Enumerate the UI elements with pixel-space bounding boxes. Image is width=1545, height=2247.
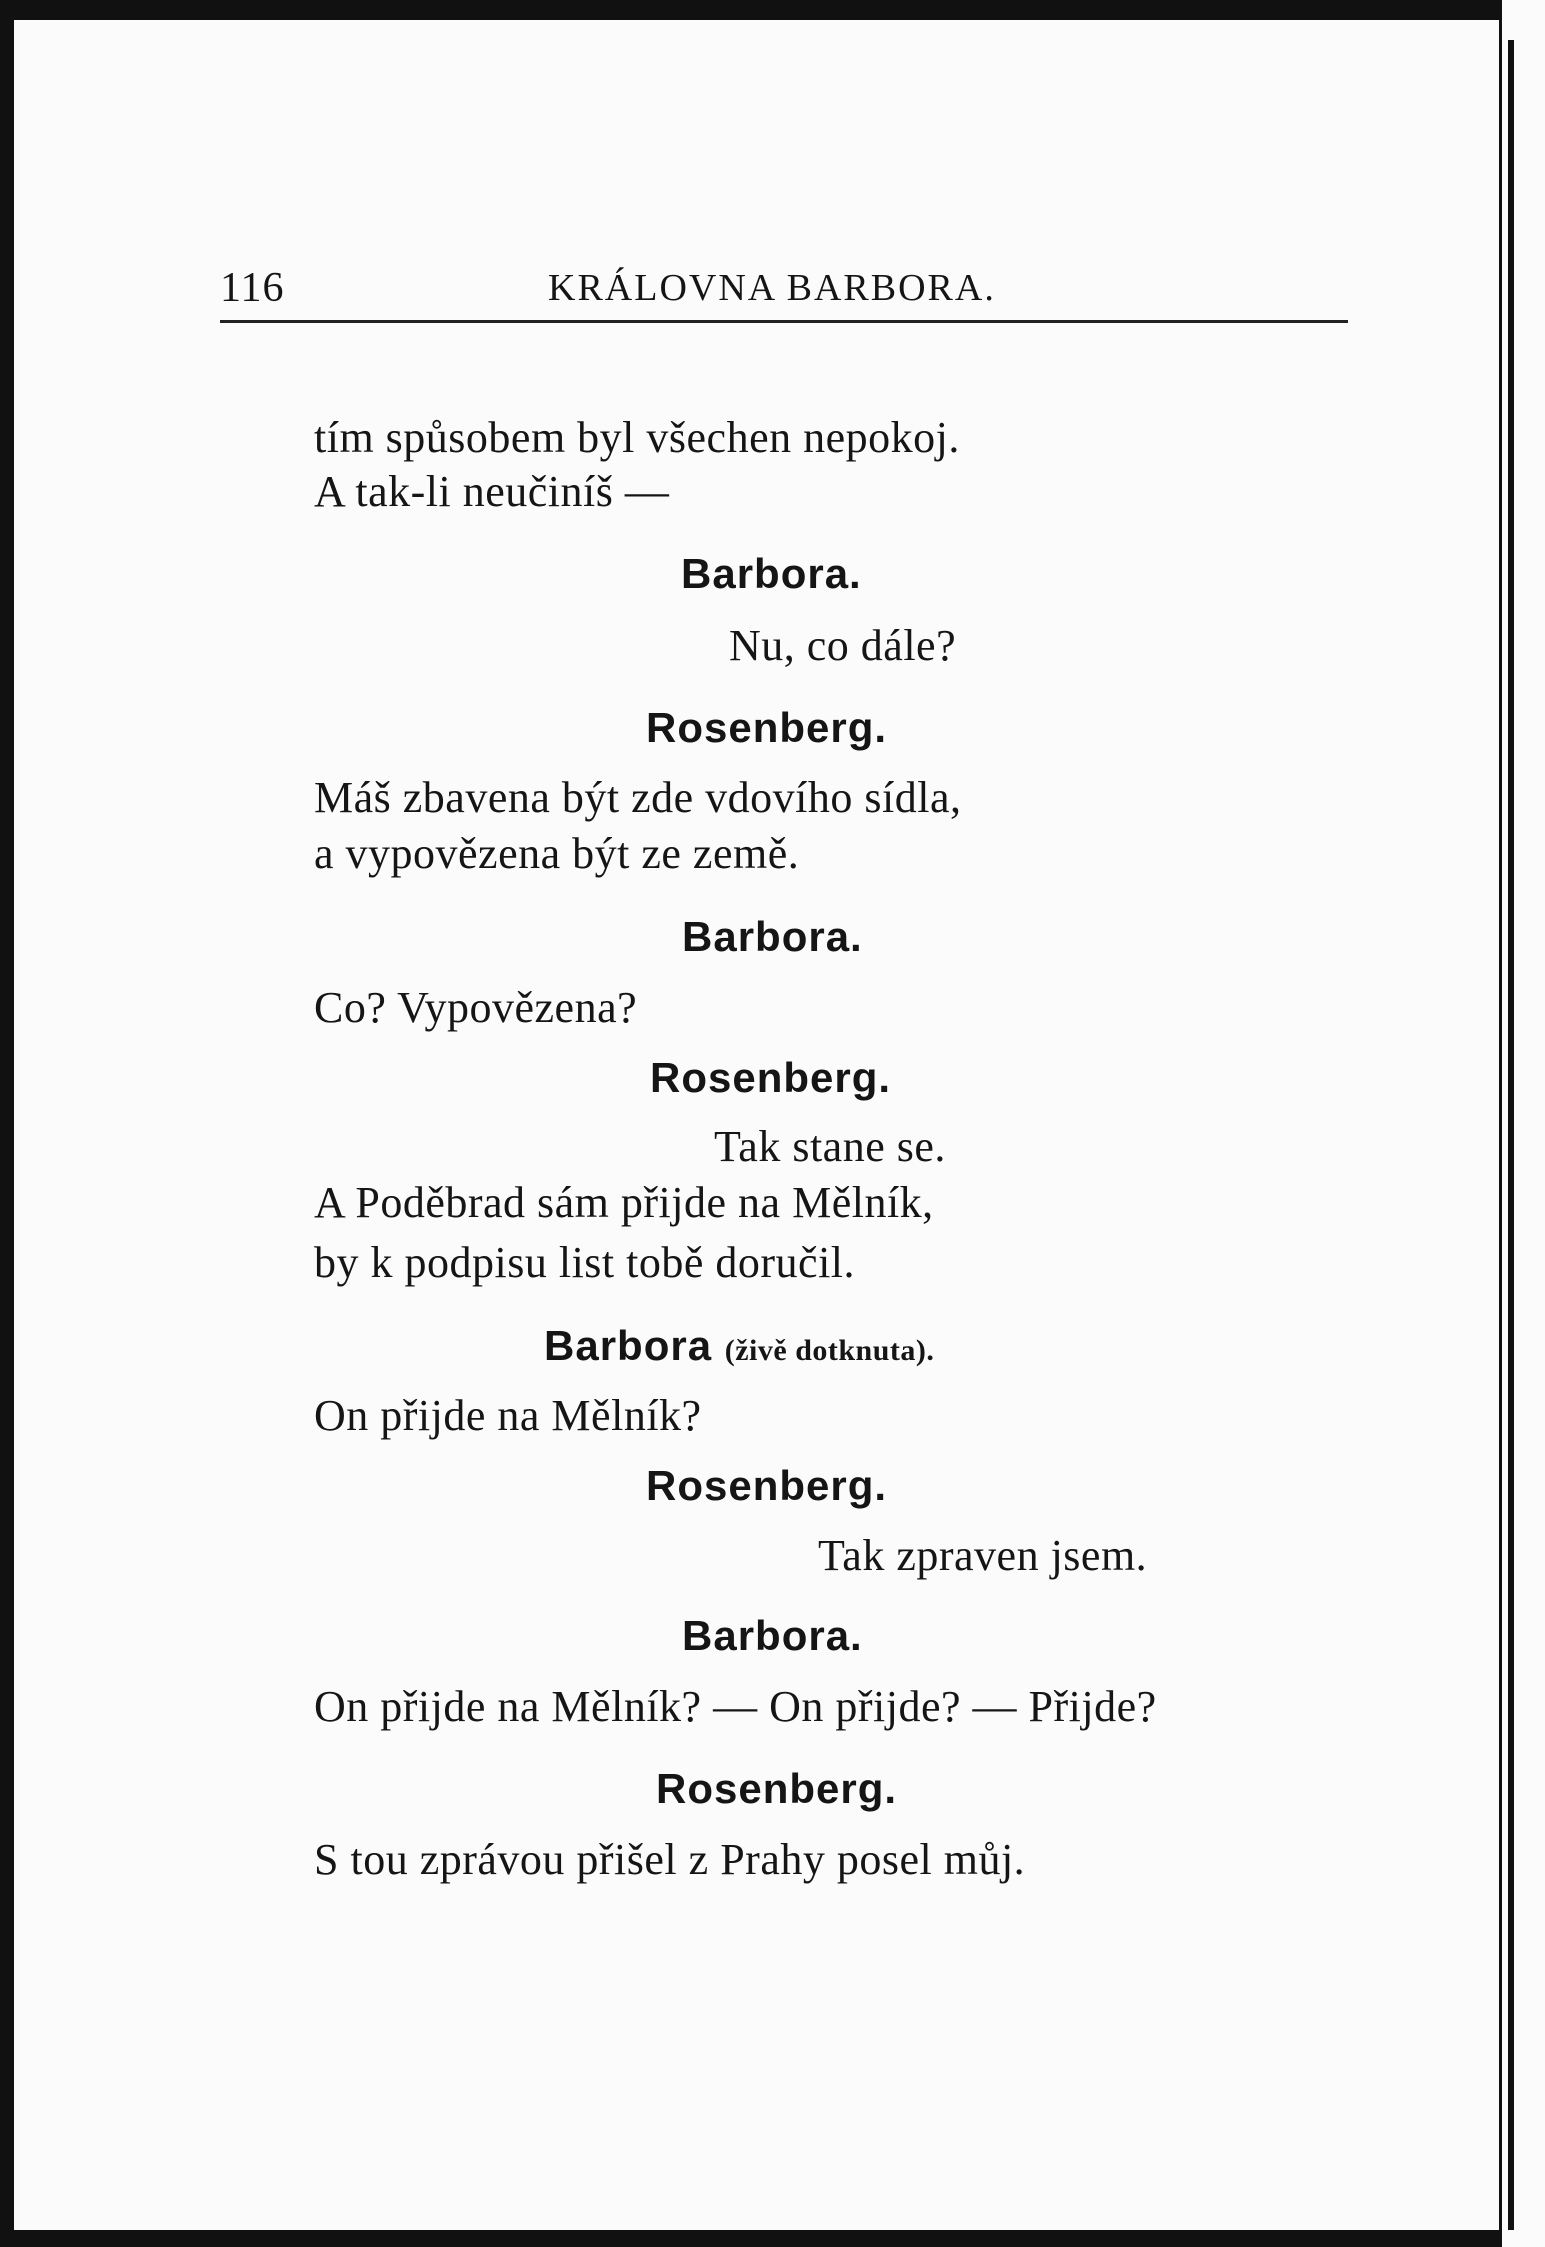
verse-line: a vypovězena být ze země. xyxy=(314,829,800,878)
verse-line: On přijde na Mělník? xyxy=(314,1391,702,1440)
verse-line: tím spůsobem byl všechen nepokoj. xyxy=(314,413,960,462)
speaker-name: Rosenberg. xyxy=(646,704,888,751)
running-title: KRÁLOVNA BARBORA. xyxy=(548,267,996,309)
speaker-name: Barbora. xyxy=(681,550,862,597)
speaker-name: Barbora. xyxy=(682,913,863,960)
speaker-name: Rosenberg. xyxy=(646,1462,888,1509)
speaker-with-direction xyxy=(544,1322,934,1370)
page-edge-shadow xyxy=(1508,40,1514,2230)
speaker-name: Rosenberg. xyxy=(650,1054,892,1101)
verse-line: by k podpisu list tobě doručil. xyxy=(314,1238,856,1287)
stage-direction: (živě dotknuta). xyxy=(724,1334,935,1367)
header-rule xyxy=(220,320,1348,323)
verse-line: Tak stane se. xyxy=(714,1122,946,1171)
verse-line: Co? Vypovězena? xyxy=(314,983,638,1032)
verse-line: S tou zprávou přišel z Prahy posel můj. xyxy=(314,1835,1026,1884)
verse-line: A tak-li neučiníš — xyxy=(314,467,670,516)
verse-line: Máš zbavena být zde vdovího sídla, xyxy=(314,773,962,822)
verse-line: A Poděbrad sám přijde na Mělník, xyxy=(314,1178,934,1227)
page-number: 116 xyxy=(220,265,285,311)
verse-line: Nu, co dále? xyxy=(729,621,957,670)
speaker-name: Barbora xyxy=(544,1322,713,1369)
verse-line: On přijde na Mělník? — On přijde? — Přijde? xyxy=(314,1682,1157,1731)
verse-line: Tak zpraven jsem. xyxy=(818,1531,1148,1580)
speaker-name: Rosenberg. xyxy=(656,1765,898,1812)
book-page xyxy=(14,20,1499,2230)
speaker-name: Barbora. xyxy=(682,1612,863,1659)
